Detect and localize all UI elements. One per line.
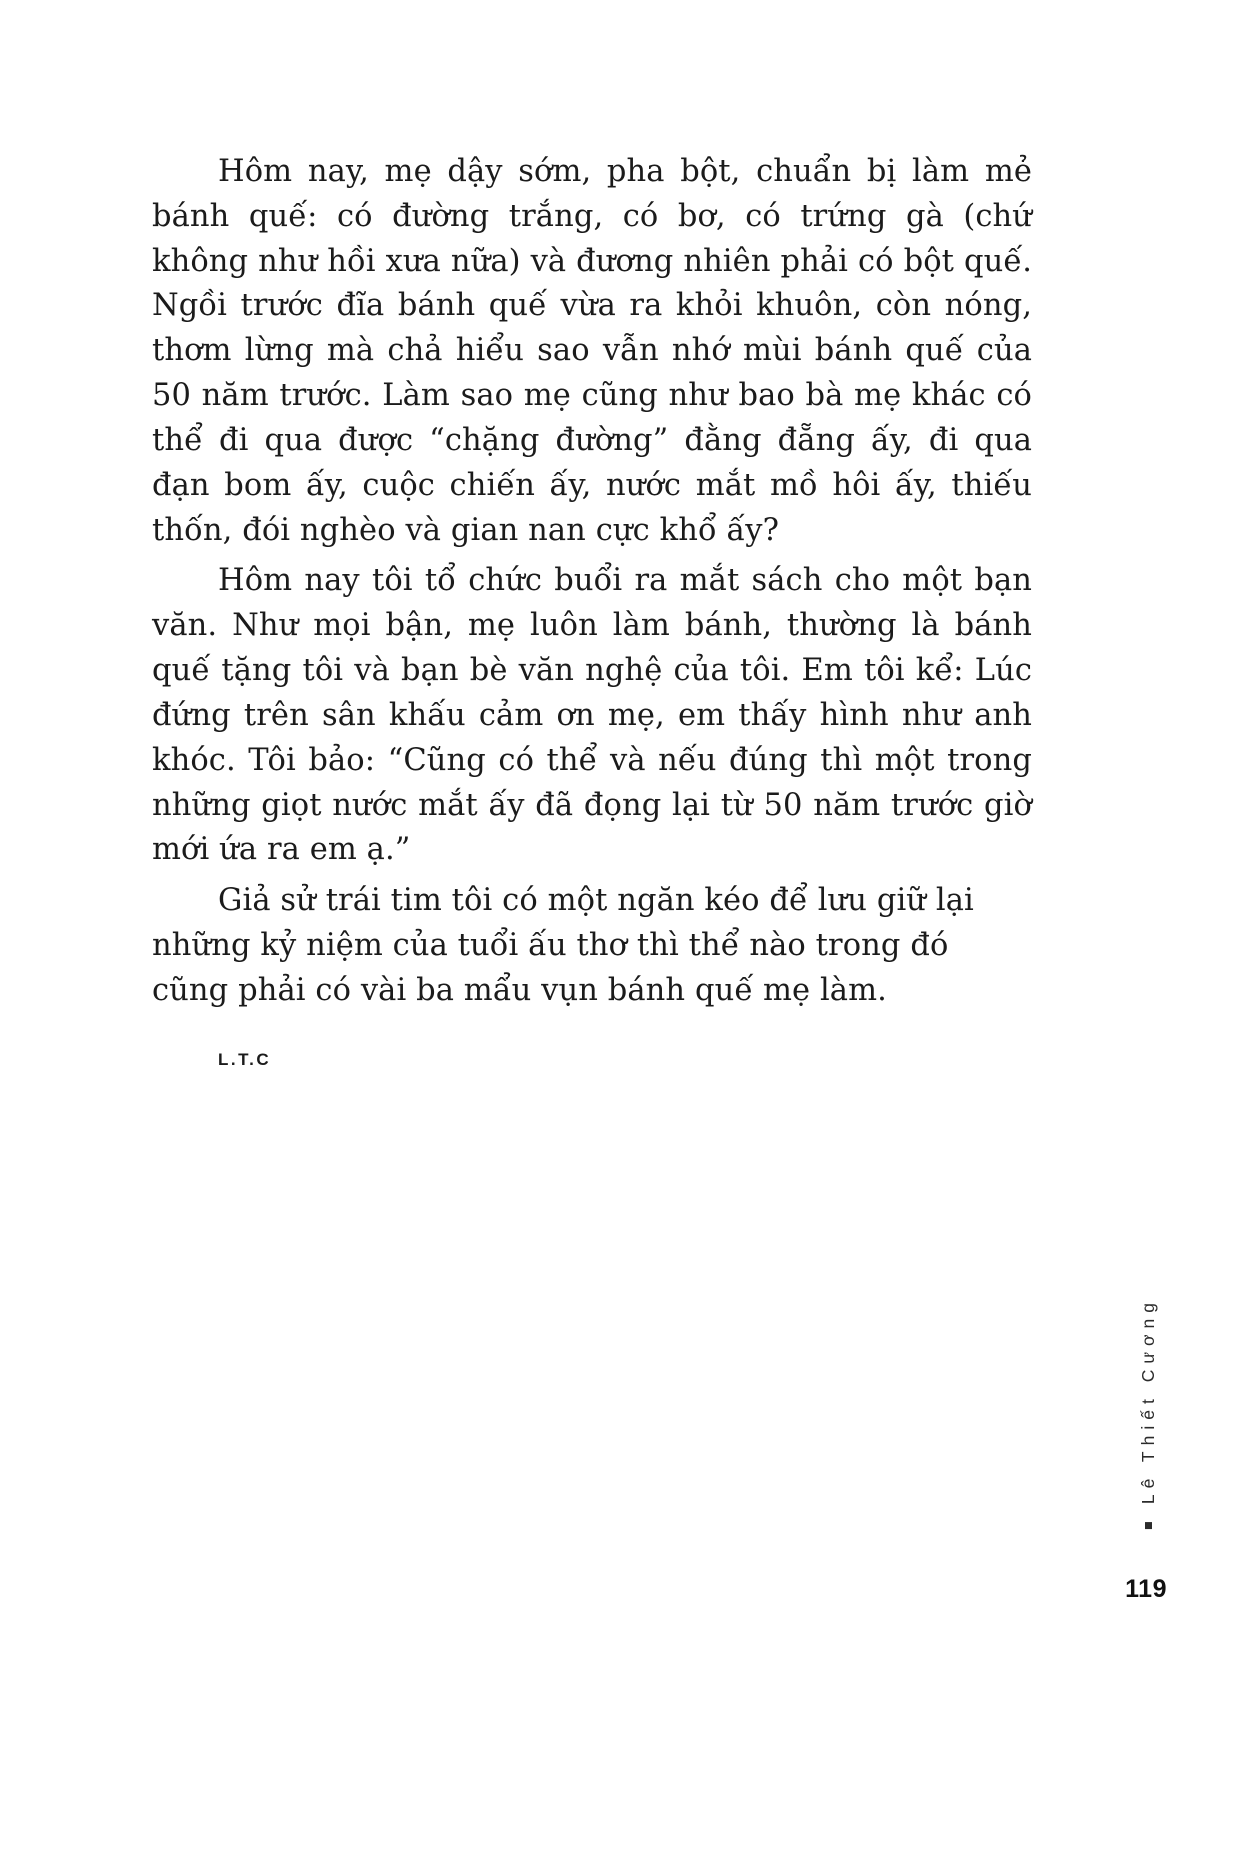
author-initials: L.T.C: [218, 1049, 272, 1069]
paragraph: Hôm nay, mẹ dậy sớm, pha bột, chuẩn bị làm mẻ bánh quế: có đường trắng, có bơ, có trứng gà (chứ không như hồi xưa nữa) và đương nhiên phải có bột quế. Ngồi trước đĩa bánh quế vừa ra khỏi khuôn, còn nóng, thơm lừng mà chả hiểu sao vẫn nhớ mùi bánh quế của 50 năm trước. Làm sao mẹ cũng như bao bà mẹ khác có thể đi qua được “chặng đường” đằng đẵng ấy, đi qua đạn bom ấy, cuộc chiến ấy, nước mắt mồ hôi ấy, thiếu thốn, đói nghèo và gian nan cực khổ ấy?: [152, 154, 1032, 548]
running-head: [1138, 1297, 1159, 1529]
page-number: 119: [1125, 1575, 1167, 1603]
body-text-column: [152, 150, 1032, 1070]
running-head-label: Lê Thiết Cương: [1138, 1296, 1158, 1504]
square-bullet-icon: [1145, 1522, 1152, 1529]
paragraph: Hôm nay tôi tổ chức buổi ra mắt sách cho một bạn văn. Như mọi bận, mẹ luôn làm bánh, thường là bánh quế tặng tôi và bạn bè văn nghệ của tôi. Em tôi kể: Lúc đứng trên sân khấu cảm ơn mẹ, em thấy hình như anh khóc. Tôi bảo: “Cũng có thể và nếu đúng thì một trong những giọt nước mắt ấy đã đọng lại từ 50 năm trước giờ mới ứa ra em ạ.”: [152, 563, 1032, 868]
paragraph: Giả sử trái tim tôi có một ngăn kéo để lưu giữ lại những kỷ niệm của tuổi ấu thơ thì thể nào trong đó cũng phải có vài ba mẩu vụn bánh quế mẹ làm.: [152, 883, 974, 1008]
